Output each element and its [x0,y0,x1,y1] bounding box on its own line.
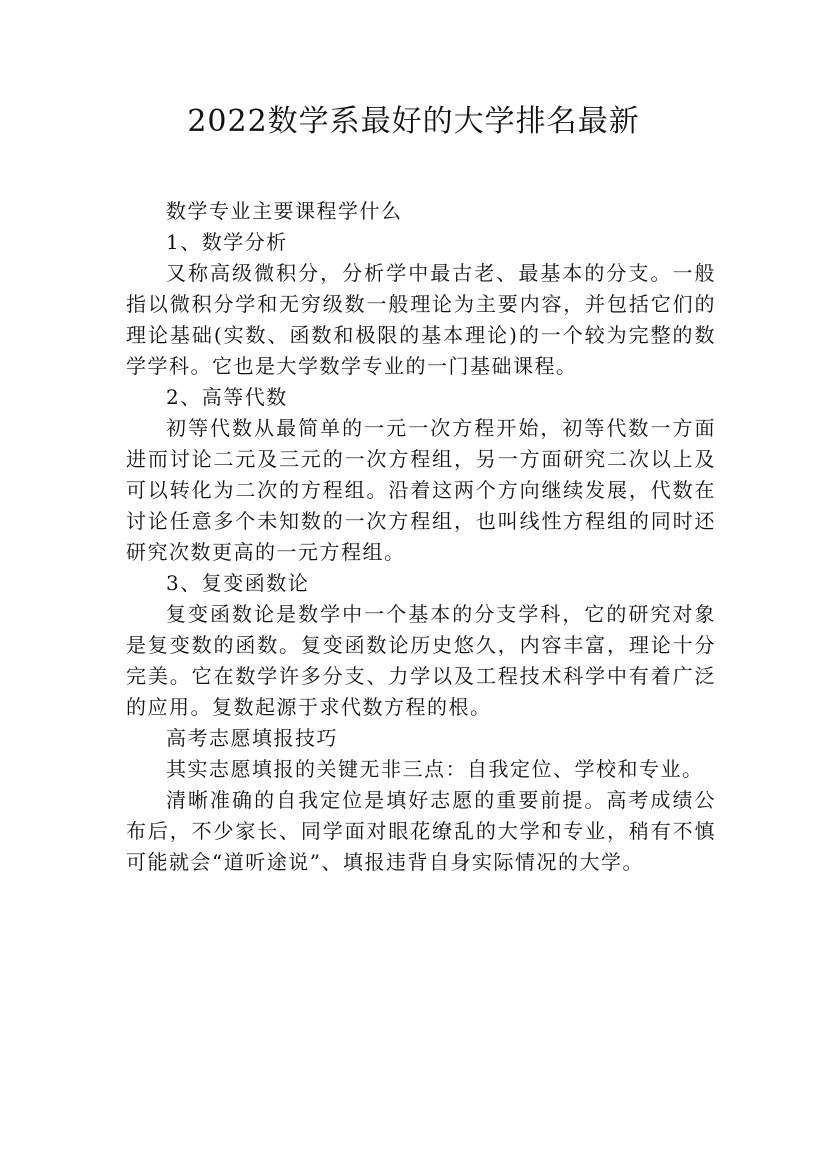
subsection-heading: 2、高等代数 [166,385,288,409]
section-heading: 高考志愿填报技巧 [166,726,338,750]
subsection-heading: 3、复变函数论 [166,571,310,595]
paragraph: 又称高级微积分，分析学中最古老、最基本的分支。一般指以微积分学和无穷级数一般理论为主要内容，并包括它们的理论基础(实数、函数和极限的基本理论)的一个较为完整的数学学科。它也是大学数学专业的一门基础课程。 [126,261,716,378]
paragraph: 复变函数论是数学中一个基本的分支学科，它的研究对象是复变数的函数。复变函数论历史悠久，内容丰富，理论十分完美。它在数学许多分支、力学以及工程技术科学中有着广泛的应用。复数起源于求代数方程的根。 [126,602,716,719]
document-body [126,196,716,878]
document-title: 2022数学系最好的大学排名最新 [187,104,640,139]
section-heading: 数学专业主要课程学什么 [166,199,403,223]
paragraph: 清晰准确的自我定位是填好志愿的重要前提。高考成绩公布后，不少家长、同学面对眼花缭乱的大学和专业，稍有不慎可能就会“道听途说”、填报违背自身实际情况的大学。 [126,788,716,874]
paragraph: 其实志愿填报的关键无非三点：自我定位、学校和专业。 [166,757,704,781]
subsection-heading: 1、数学分析 [166,230,288,254]
paragraph: 初等代数从最简单的一元一次方程开始，初等代数一方面进而讨论二元及三元的一次方程组，另一方面研究二次以上及可以转化为二次的方程组。沿着这两个方向继续发展，代数在讨论任意多个未知数的一次方程组，也叫线性方程组的同时还研究次数更高的一元方程组。 [126,416,716,564]
